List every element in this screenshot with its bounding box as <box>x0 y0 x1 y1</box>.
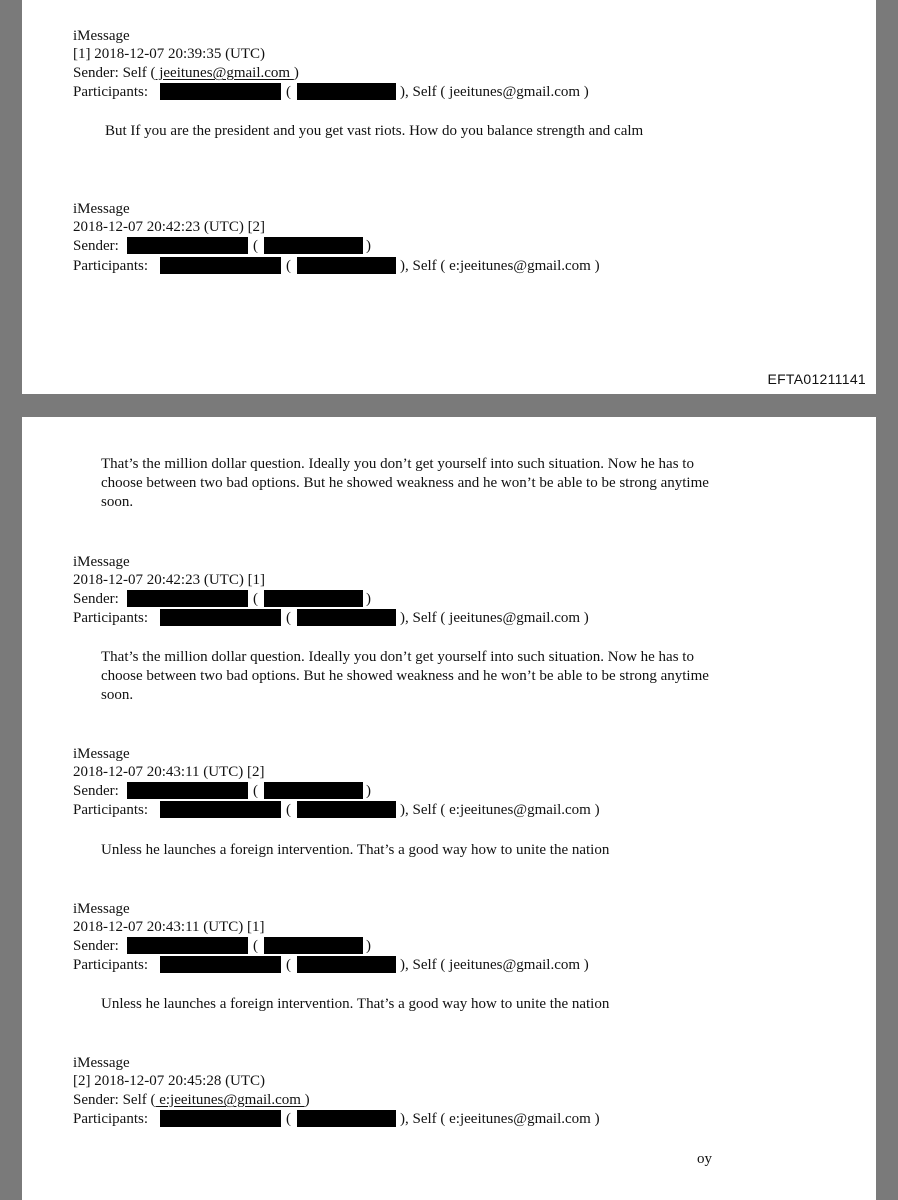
message-body-continued: That’s the million dollar question. Ideally you don’t get yourself into such situation. Now he has to choose between two bad options. But he showed weakness and he won’t be able to be strong anytime soon. <box>101 456 709 510</box>
message-header: [1] 2018-12-07 20:39:35 (UTC) <box>73 46 266 62</box>
document-page-2 <box>22 417 876 1200</box>
participants-label: Participants: <box>73 957 148 973</box>
redaction-bar <box>297 83 396 100</box>
participants-label: Participants: <box>73 1111 148 1127</box>
redaction-bar <box>264 590 363 607</box>
participants-label: Participants: <box>73 258 148 274</box>
sender-label: Sender: <box>73 238 119 254</box>
sender-email: jeeitunes@gmail.com <box>155 65 294 81</box>
paren-open: ( <box>286 1111 291 1127</box>
paren-close: ) <box>366 783 371 799</box>
message-service: iMessage <box>73 554 130 570</box>
paren-open: ( <box>286 258 291 274</box>
redaction-bar <box>127 782 248 799</box>
paren-open: ( <box>286 957 291 973</box>
paren-close: ) <box>366 938 371 954</box>
sender-email: e:jeeitunes@gmail.com <box>155 1092 305 1108</box>
paren-open: ( <box>253 783 258 799</box>
sender-prefix: Sender: Self ( <box>73 1092 156 1108</box>
sender-label: Sender: <box>73 783 119 799</box>
redaction-bar <box>160 609 281 626</box>
message-service: iMessage <box>73 201 130 217</box>
participants-suffix: ), Self ( jeeitunes@gmail.com ) <box>400 610 589 626</box>
redaction-bar <box>264 237 363 254</box>
participants-suffix: ), Self ( jeeitunes@gmail.com ) <box>400 84 589 100</box>
redaction-bar <box>160 801 281 818</box>
redaction-bar <box>297 956 396 973</box>
redaction-bar <box>264 937 363 954</box>
paren-open: ( <box>253 938 258 954</box>
message-sender <box>73 64 299 82</box>
redaction-bar <box>160 83 281 100</box>
message-header: 2018-12-07 20:43:11 (UTC) [1] <box>73 919 265 935</box>
message-body: But If you are the president and you get vast riots. How do you balance strength and calm <box>105 123 644 139</box>
sender-label: Sender: <box>73 591 119 607</box>
sender-prefix: Sender: Self ( <box>73 65 156 81</box>
participants-suffix: ), Self ( e:jeeitunes@gmail.com ) <box>400 1111 600 1127</box>
redaction-bar <box>160 1110 281 1127</box>
participants-suffix: ), Self ( e:jeeitunes@gmail.com ) <box>400 802 600 818</box>
redaction-bar <box>264 782 363 799</box>
paren-open: ( <box>253 238 258 254</box>
paren-open: ( <box>286 84 291 100</box>
redaction-bar <box>160 956 281 973</box>
message-service: iMessage <box>73 1055 130 1071</box>
participants-suffix: ), Self ( e:jeeitunes@gmail.com ) <box>400 258 600 274</box>
paren-open: ( <box>286 802 291 818</box>
paren-open: ( <box>286 610 291 626</box>
message-body: That’s the million dollar question. Ideally you don’t get yourself into such situation. Now he has to choose between two bad options. But he showed weakness and he won’t be able to be strong anytime soon. <box>101 649 709 703</box>
redaction-bar <box>297 1110 396 1127</box>
paren-close: ) <box>366 238 371 254</box>
message-header: 2018-12-07 20:42:23 (UTC) [1] <box>73 572 266 588</box>
paren-open: ( <box>253 591 258 607</box>
message-body: Unless he launches a foreign intervention. That’s a good way how to unite the nation <box>101 842 610 858</box>
message-header: 2018-12-07 20:42:23 (UTC) [2] <box>73 219 266 235</box>
sender-label: Sender: <box>73 938 119 954</box>
message-body: oy <box>697 1151 712 1167</box>
participants-label: Participants: <box>73 610 148 626</box>
participants-label: Participants: <box>73 802 148 818</box>
message-sender <box>73 1091 310 1109</box>
message-body: Unless he launches a foreign intervention. That’s a good way how to unite the nation <box>101 996 610 1012</box>
redaction-bar <box>297 257 396 274</box>
redaction-bar <box>297 801 396 818</box>
participants-suffix: ), Self ( jeeitunes@gmail.com ) <box>400 957 589 973</box>
redaction-bar <box>127 590 248 607</box>
redaction-bar <box>297 609 396 626</box>
redaction-bar <box>127 237 248 254</box>
sender-suffix: ) <box>293 65 299 81</box>
message-service: iMessage <box>73 746 130 762</box>
document-id: EFTA01211141 <box>767 371 866 387</box>
message-header: 2018-12-07 20:43:11 (UTC) [2] <box>73 764 265 780</box>
sender-suffix: ) <box>304 1092 310 1108</box>
document-page-1 <box>22 0 876 394</box>
redaction-bar <box>127 937 248 954</box>
redaction-bar <box>160 257 281 274</box>
participants-label: Participants: <box>73 84 148 100</box>
message-service: iMessage <box>73 28 130 44</box>
message-header: [2] 2018-12-07 20:45:28 (UTC) <box>73 1073 266 1089</box>
message-service: iMessage <box>73 901 130 917</box>
paren-close: ) <box>366 591 371 607</box>
